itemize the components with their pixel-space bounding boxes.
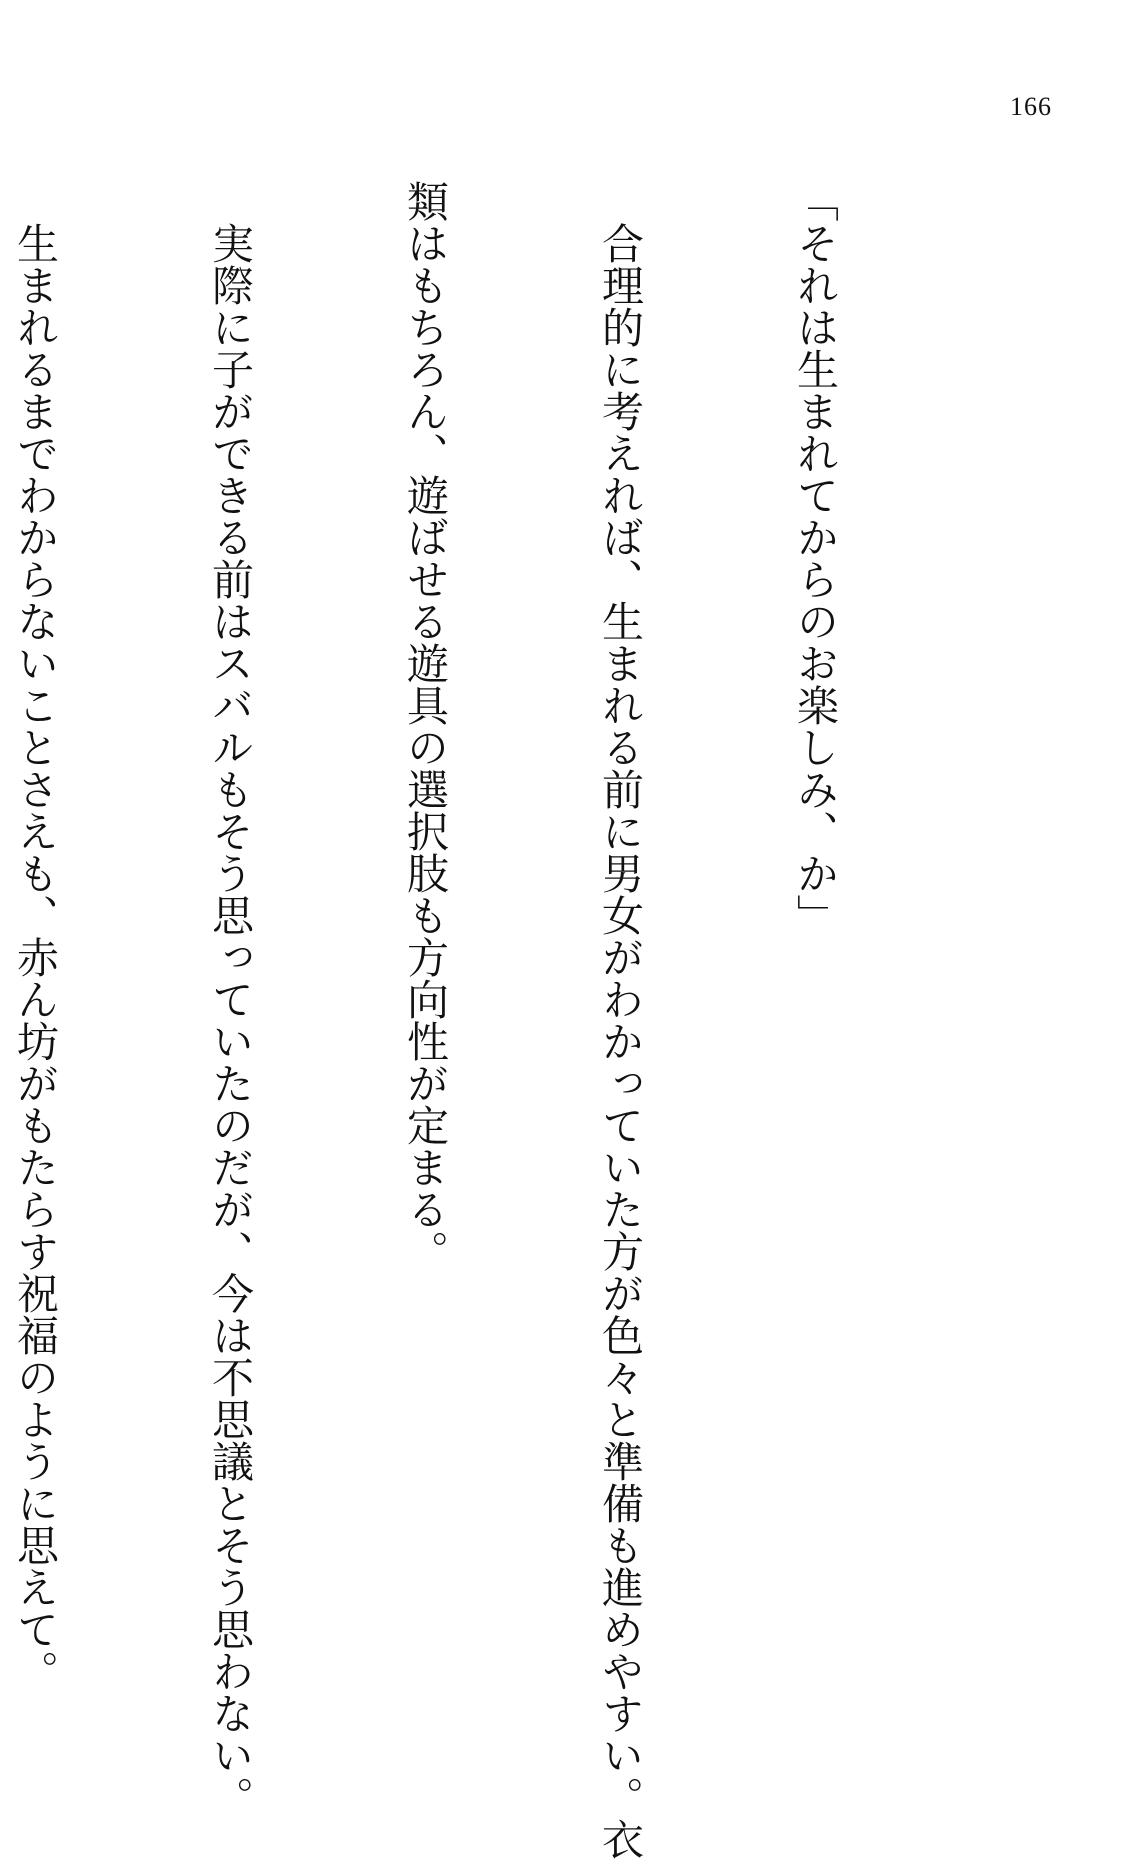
text-line: 生まれるまでわからないことさえも、赤ん坊がもたらす祝福のように思えて。 [11,180,60,1692]
body-text [0,180,978,1860]
page-number: 166 [1010,92,1052,121]
text-line: 類はもちろん、遊ばせる遊具の選択肢も方向性が定まる。 [401,180,450,1272]
text-line: 「それは生まれてからのお楽しみ、か」 [791,180,840,936]
text-line: 実際に子ができる前はスバルもそう思っていたのだが、今は不思議とそう思わない。 [206,180,255,1818]
text-line: 合理的に考えれば、生まれる前に男女がわかっていた方が色々と準備も進めやすい。衣 [596,180,645,1860]
